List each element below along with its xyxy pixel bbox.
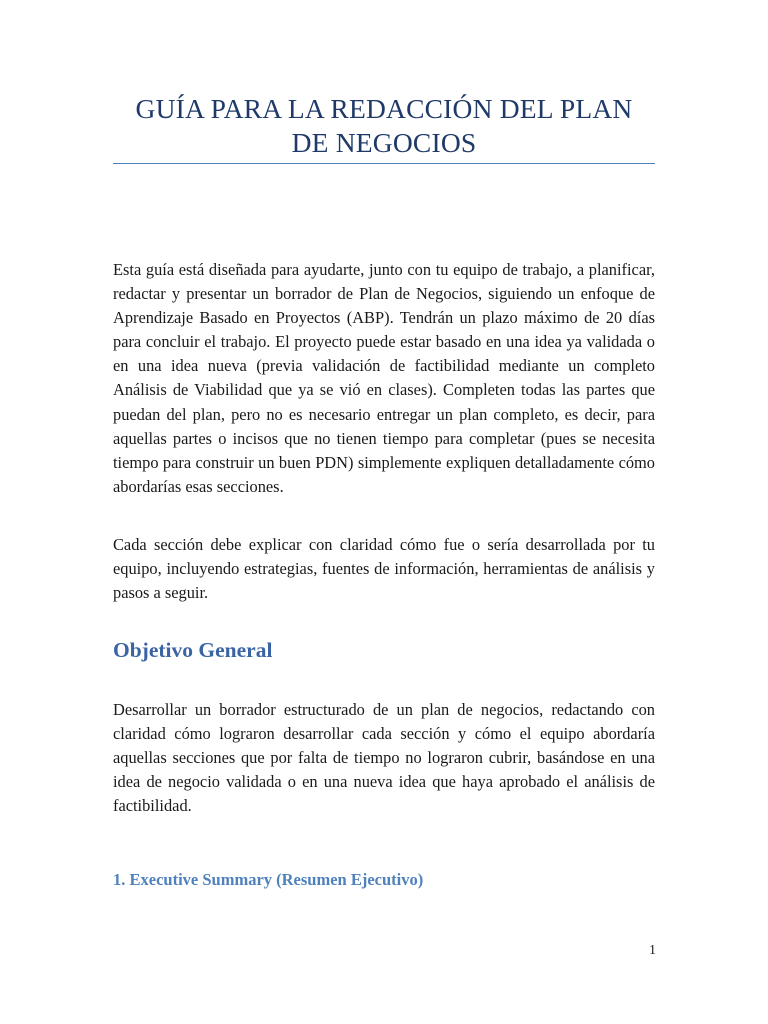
- section-explanation-paragraph: Cada sección debe explicar con claridad cómo fue o sería desarrollada por tu equipo, incluyendo estrategias, fuentes de información, herramientas de análisis y pasos a seguir.: [113, 535, 655, 603]
- intro-paragraph: Esta guía está diseñada para ayudarte, junto con tu equipo de trabajo, a planificar, redactar y presentar un borrador de Plan de Negocios, siguiendo un enfoque de Aprendizaje Basado en Proyectos (ABP). Tendrán un plazo máximo de 20 días para concluir el trabajo. El proyecto puede estar basado en una idea ya validada o en una idea nueva (previa validación de factibilidad mediante un completo Análisis de Viabilidad que ya se vió en clases). Completen todas las partes que puedan del plan, pero no es necesario entregar un plan completo, es decir, para aquellas partes o incisos que no tienen tiempo para completar (pues se necesita tiempo para construir un buen PDN) simplemente expliquen detalladamente cómo abordarías esas secciones.: [113, 260, 655, 496]
- objective-paragraph: Desarrollar un borrador estructurado de un plan de negocios, redactando con claridad cómo lograron desarrollar cada sección y cómo el equipo abordaría aquellas secciones que por falta de tiempo no lograron cubrir, basándose en una idea de negocio validada o en una nueva idea que haya aprobado el análisis de factibilidad.: [113, 700, 655, 816]
- title-line-2: DE NEGOCIOS: [291, 127, 477, 158]
- objective-heading: Objetivo General: [113, 638, 273, 662]
- title-line-1: GUÍA PARA LA REDACCIÓN DEL PLAN: [135, 93, 633, 124]
- page-number: 1: [649, 943, 656, 958]
- title-underline-divider: [113, 163, 655, 164]
- document-title: [113, 92, 655, 160]
- executive-summary-heading: 1. Executive Summary (Resumen Ejecutivo): [113, 870, 424, 889]
